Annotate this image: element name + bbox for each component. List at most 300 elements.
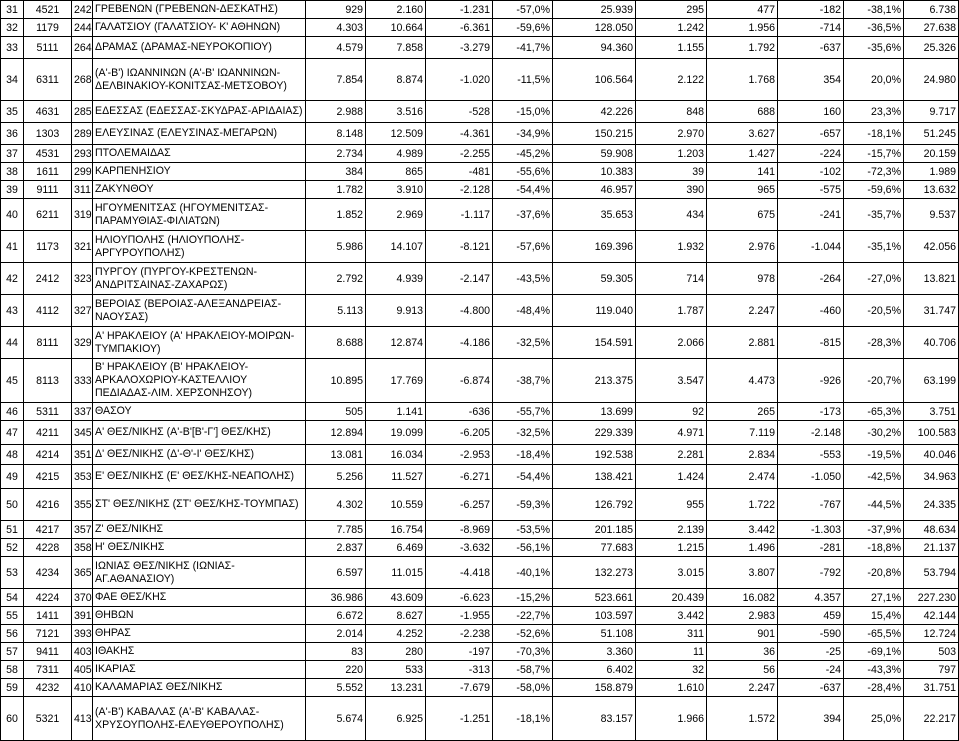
value-6-cell: 295 [636, 1, 707, 19]
value-6-cell: 848 [636, 101, 707, 123]
percent-change-cell: -32,5% [493, 327, 553, 359]
percent-change-cell: -15,2% [493, 589, 553, 607]
value-7-cell: 3.807 [707, 557, 778, 589]
region-code-cell: 242 [72, 1, 93, 19]
difference-cell: -2.238 [426, 625, 493, 643]
region-code-cell: 345 [72, 421, 93, 445]
value-7-cell: 1.768 [707, 59, 778, 101]
value-2-cell: 1.141 [366, 403, 426, 421]
table-row [1, 465, 959, 489]
value-2-cell: 2.969 [366, 199, 426, 231]
value-10-cell: 1.989 [904, 163, 959, 181]
table-row [1, 607, 959, 625]
region-code-cell: 391 [72, 607, 93, 625]
value-1-cell: 4.579 [306, 37, 366, 59]
region-code-cell: 353 [72, 465, 93, 489]
value-2-cell: 280 [366, 643, 426, 661]
value-8-cell: -590 [778, 625, 844, 643]
percent-change-cell: -59,6% [493, 19, 553, 37]
difference-cell: -6.271 [426, 465, 493, 489]
percent-change-2-cell: -18,8% [844, 539, 904, 557]
row-number: 46 [1, 403, 24, 421]
row-number: 32 [1, 19, 24, 37]
region-code-cell: 329 [72, 327, 93, 359]
value-5-cell: 154.591 [553, 327, 636, 359]
code-cell: 7121 [24, 625, 72, 643]
value-8-cell: -281 [778, 539, 844, 557]
percent-change-cell: -70,3% [493, 643, 553, 661]
value-7-cell: 675 [707, 199, 778, 231]
value-10-cell: 31.747 [904, 295, 959, 327]
value-6-cell: 1.155 [636, 37, 707, 59]
value-2-cell: 4.989 [366, 145, 426, 163]
code-cell: 5311 [24, 403, 72, 421]
value-7-cell: 901 [707, 625, 778, 643]
table-row [1, 1, 959, 19]
value-2-cell: 19.099 [366, 421, 426, 445]
difference-cell: -3.632 [426, 539, 493, 557]
row-number: 41 [1, 231, 24, 263]
code-cell: 4211 [24, 421, 72, 445]
value-1-cell: 8.148 [306, 123, 366, 145]
region-code-cell: 413 [72, 697, 93, 741]
value-5-cell: 158.879 [553, 679, 636, 697]
value-5-cell: 51.108 [553, 625, 636, 643]
code-cell: 1303 [24, 123, 72, 145]
value-2-cell: 2.160 [366, 1, 426, 19]
difference-cell: -636 [426, 403, 493, 421]
value-10-cell: 20.159 [904, 145, 959, 163]
row-number: 54 [1, 589, 24, 607]
percent-change-2-cell: -18,1% [844, 123, 904, 145]
value-7-cell: 1.572 [707, 697, 778, 741]
value-5-cell: 25.939 [553, 1, 636, 19]
difference-cell: -1.251 [426, 697, 493, 741]
office-name-cell: ΕΛΕΥΣΙΝΑΣ (ΕΛΕΥΣΙΝΑΣ-ΜΕΓΑΡΩΝ) [93, 123, 306, 145]
table-row [1, 679, 959, 697]
value-2-cell: 13.231 [366, 679, 426, 697]
value-7-cell: 688 [707, 101, 778, 123]
value-10-cell: 40.706 [904, 327, 959, 359]
code-cell: 4214 [24, 445, 72, 465]
table-row [1, 625, 959, 643]
value-6-cell: 1.203 [636, 145, 707, 163]
region-code-cell: 410 [72, 679, 93, 697]
percent-change-cell: -40,1% [493, 557, 553, 589]
percent-change-2-cell: 20,0% [844, 59, 904, 101]
value-10-cell: 13.632 [904, 181, 959, 199]
value-8-cell: -815 [778, 327, 844, 359]
difference-cell: -2.255 [426, 145, 493, 163]
value-2-cell: 6.925 [366, 697, 426, 741]
region-code-cell: 370 [72, 589, 93, 607]
value-1-cell: 6.597 [306, 557, 366, 589]
value-10-cell: 42.056 [904, 231, 959, 263]
percent-change-2-cell: -43,3% [844, 661, 904, 679]
region-code-cell: 264 [72, 37, 93, 59]
percent-change-cell: -18,1% [493, 697, 553, 741]
percent-change-cell: -15,0% [493, 101, 553, 123]
office-name-cell: Α' ΘΕΣ/ΝΙΚΗΣ (Α'-Β'[Β'-Γ'] ΘΕΣ/ΚΗΣ) [93, 421, 306, 445]
value-1-cell: 4.302 [306, 489, 366, 521]
value-7-cell: 978 [707, 263, 778, 295]
row-number: 44 [1, 327, 24, 359]
percent-change-2-cell: -65,5% [844, 625, 904, 643]
difference-cell: -6.874 [426, 359, 493, 403]
value-2-cell: 14.107 [366, 231, 426, 263]
value-7-cell: 1.792 [707, 37, 778, 59]
value-1-cell: 7.785 [306, 521, 366, 539]
percent-change-2-cell: -35,7% [844, 199, 904, 231]
code-cell: 4631 [24, 101, 72, 123]
value-10-cell: 40.046 [904, 445, 959, 465]
row-number: 39 [1, 181, 24, 199]
value-5-cell: 46.957 [553, 181, 636, 199]
row-number: 56 [1, 625, 24, 643]
percent-change-cell: -22,7% [493, 607, 553, 625]
code-cell: 4224 [24, 589, 72, 607]
value-2-cell: 43.609 [366, 589, 426, 607]
value-2-cell: 8.627 [366, 607, 426, 625]
value-5-cell: 83.157 [553, 697, 636, 741]
difference-cell: -528 [426, 101, 493, 123]
value-1-cell: 36.986 [306, 589, 366, 607]
row-number: 60 [1, 697, 24, 741]
row-number: 36 [1, 123, 24, 145]
code-cell: 1411 [24, 607, 72, 625]
value-8-cell: -24 [778, 661, 844, 679]
value-2-cell: 7.858 [366, 37, 426, 59]
office-name-cell: ΓΡΕΒΕΝΩΝ (ΓΡΕΒΕΝΩΝ-ΔΕΣΚΑΤΗΣ) [93, 1, 306, 19]
row-number: 51 [1, 521, 24, 539]
region-code-cell: 293 [72, 145, 93, 163]
value-10-cell: 21.137 [904, 539, 959, 557]
region-code-cell: 299 [72, 163, 93, 181]
table-row [1, 643, 959, 661]
difference-cell: -481 [426, 163, 493, 181]
value-8-cell: -182 [778, 1, 844, 19]
value-7-cell: 1.956 [707, 19, 778, 37]
value-7-cell: 2.976 [707, 231, 778, 263]
value-10-cell: 797 [904, 661, 959, 679]
table-row [1, 163, 959, 181]
region-code-cell: 321 [72, 231, 93, 263]
value-5-cell: 201.185 [553, 521, 636, 539]
table-row [1, 123, 959, 145]
percent-change-cell: -41,7% [493, 37, 553, 59]
difference-cell: -1.231 [426, 1, 493, 19]
percent-change-cell: -59,3% [493, 489, 553, 521]
value-8-cell: -926 [778, 359, 844, 403]
value-6-cell: 311 [636, 625, 707, 643]
percent-change-cell: -57,6% [493, 231, 553, 263]
value-7-cell: 2.834 [707, 445, 778, 465]
office-name-cell: ΗΓΟΥΜΕΝΙΤΣΑΣ (ΗΓΟΥΜΕΝΙΤΣΑΣ-ΠΑΡΑΜΥΘΙΑΣ-ΦΙΛΙΑΤΩΝ) [93, 199, 306, 231]
difference-cell: -6.205 [426, 421, 493, 445]
percent-change-2-cell: -35,1% [844, 231, 904, 263]
value-6-cell: 20.439 [636, 589, 707, 607]
row-number: 43 [1, 295, 24, 327]
value-5-cell: 59.908 [553, 145, 636, 163]
row-number: 48 [1, 445, 24, 465]
value-6-cell: 39 [636, 163, 707, 181]
office-name-cell: Η' ΘΕΣ/ΝΙΚΗΣ [93, 539, 306, 557]
value-7-cell: 477 [707, 1, 778, 19]
value-7-cell: 7.119 [707, 421, 778, 445]
value-1-cell: 220 [306, 661, 366, 679]
table-row [1, 589, 959, 607]
office-name-cell: (Α'-Β') ΙΩΑΝΝΙΝΩΝ (Α'-Β' ΙΩΑΝΝΙΝΩΝ-ΔΕΛΒΙΝΑΚΙΟΥ-ΚΟΝΙΤΣΑΣ-ΜΕΤΣΟΒΟΥ) [93, 59, 306, 101]
row-number: 55 [1, 607, 24, 625]
value-2-cell: 3.516 [366, 101, 426, 123]
office-name-cell: ΖΑΚΥΝΘΟΥ [93, 181, 306, 199]
value-6-cell: 2.970 [636, 123, 707, 145]
value-1-cell: 13.081 [306, 445, 366, 465]
value-8-cell: 394 [778, 697, 844, 741]
value-10-cell: 13.821 [904, 263, 959, 295]
value-2-cell: 9.913 [366, 295, 426, 327]
region-code-cell: 365 [72, 557, 93, 589]
value-5-cell: 59.305 [553, 263, 636, 295]
value-5-cell: 213.375 [553, 359, 636, 403]
office-name-cell: ΚΑΡΠΕΝΗΣΙΟΥ [93, 163, 306, 181]
percent-change-2-cell: -15,7% [844, 145, 904, 163]
percent-change-2-cell: 15,4% [844, 607, 904, 625]
percent-change-cell: -11,5% [493, 59, 553, 101]
percent-change-2-cell: -37,9% [844, 521, 904, 539]
value-7-cell: 2.474 [707, 465, 778, 489]
table-row [1, 539, 959, 557]
value-5-cell: 119.040 [553, 295, 636, 327]
office-name-cell: ΘΗΒΩΝ [93, 607, 306, 625]
difference-cell: -8.969 [426, 521, 493, 539]
office-name-cell: ΘΗΡΑΣ [93, 625, 306, 643]
value-1-cell: 5.256 [306, 465, 366, 489]
value-5-cell: 128.050 [553, 19, 636, 37]
value-2-cell: 10.559 [366, 489, 426, 521]
value-2-cell: 3.910 [366, 181, 426, 199]
value-7-cell: 265 [707, 403, 778, 421]
value-2-cell: 533 [366, 661, 426, 679]
value-8-cell: -553 [778, 445, 844, 465]
office-name-cell: ΙΩΝΙΑΣ ΘΕΣ/ΝΙΚΗΣ (ΙΩΝΙΑΣ-ΑΓ.ΑΘΑΝΑΣΙΟΥ) [93, 557, 306, 589]
value-1-cell: 2.014 [306, 625, 366, 643]
value-6-cell: 1.610 [636, 679, 707, 697]
value-10-cell: 22.217 [904, 697, 959, 741]
value-8-cell: -241 [778, 199, 844, 231]
percent-change-cell: -45,2% [493, 145, 553, 163]
value-5-cell: 126.792 [553, 489, 636, 521]
region-code-cell: 357 [72, 521, 93, 539]
value-8-cell: -714 [778, 19, 844, 37]
region-code-cell: 403 [72, 643, 93, 661]
row-number: 57 [1, 643, 24, 661]
value-2-cell: 6.469 [366, 539, 426, 557]
table-row [1, 37, 959, 59]
value-8-cell: -575 [778, 181, 844, 199]
region-code-cell: 355 [72, 489, 93, 521]
row-number: 33 [1, 37, 24, 59]
office-name-cell: ΠΥΡΓΟΥ (ΠΥΡΓΟΥ-ΚΡΕΣΤΕΝΩΝ-ΑΝΔΡΙΤΣΑΙΝΑΣ-ΖΑΧΑΡΩΣ) [93, 263, 306, 295]
row-number: 52 [1, 539, 24, 557]
value-1-cell: 2.988 [306, 101, 366, 123]
percent-change-cell: -55,6% [493, 163, 553, 181]
region-code-cell: 319 [72, 199, 93, 231]
percent-change-2-cell: -69,1% [844, 643, 904, 661]
value-7-cell: 36 [707, 643, 778, 661]
percent-change-cell: -34,9% [493, 123, 553, 145]
office-name-cell: Ε' ΘΕΣ/ΝΙΚΗΣ (Ε' ΘΕΣ/ΚΗΣ-ΝΕΑΠΟΛΗΣ) [93, 465, 306, 489]
office-name-cell: ΠΤΟΛΕΜΑΙΔΑΣ [93, 145, 306, 163]
value-2-cell: 4.252 [366, 625, 426, 643]
value-7-cell: 1.496 [707, 539, 778, 557]
percent-change-2-cell: -27,0% [844, 263, 904, 295]
difference-cell: -7.679 [426, 679, 493, 697]
code-cell: 6211 [24, 199, 72, 231]
value-8-cell: -173 [778, 403, 844, 421]
code-cell: 8113 [24, 359, 72, 403]
value-7-cell: 4.473 [707, 359, 778, 403]
percent-change-2-cell: -20,8% [844, 557, 904, 589]
value-5-cell: 10.383 [553, 163, 636, 181]
value-6-cell: 2.139 [636, 521, 707, 539]
percent-change-2-cell: -72,3% [844, 163, 904, 181]
difference-cell: -313 [426, 661, 493, 679]
table-row [1, 421, 959, 445]
code-cell: 4112 [24, 295, 72, 327]
value-2-cell: 8.874 [366, 59, 426, 101]
difference-cell: -3.279 [426, 37, 493, 59]
region-code-cell: 405 [72, 661, 93, 679]
row-number: 35 [1, 101, 24, 123]
value-7-cell: 1.722 [707, 489, 778, 521]
region-code-cell: 327 [72, 295, 93, 327]
value-8-cell: -264 [778, 263, 844, 295]
value-8-cell: -1.303 [778, 521, 844, 539]
value-10-cell: 48.634 [904, 521, 959, 539]
value-5-cell: 229.339 [553, 421, 636, 445]
table-row [1, 199, 959, 231]
value-8-cell: -767 [778, 489, 844, 521]
value-6-cell: 3.547 [636, 359, 707, 403]
table-row [1, 697, 959, 741]
value-6-cell: 3.015 [636, 557, 707, 589]
table-row [1, 521, 959, 539]
office-name-cell: ΘΑΣΟΥ [93, 403, 306, 421]
row-number: 47 [1, 421, 24, 445]
value-6-cell: 11 [636, 643, 707, 661]
value-1-cell: 2.792 [306, 263, 366, 295]
value-7-cell: 141 [707, 163, 778, 181]
office-name-cell: Β' ΗΡΑΚΛΕΙΟΥ (Β' ΗΡΑΚΛΕΙΟΥ-ΑΡΚΑΛΟΧΩΡΙΟΥ-ΚΑΣΤΕΛΛΙΟΥ ΠΕΔΙΑΔΑΣ-ΛΙΜ. ΧΕΡΣΟΝΗΣΟΥ) [93, 359, 306, 403]
percent-change-cell: -54,4% [493, 465, 553, 489]
region-code-cell: 244 [72, 19, 93, 37]
region-code-cell: 337 [72, 403, 93, 421]
difference-cell: -1.955 [426, 607, 493, 625]
percent-change-2-cell: -28,4% [844, 679, 904, 697]
percent-change-2-cell: 27,1% [844, 589, 904, 607]
value-8-cell: -25 [778, 643, 844, 661]
value-5-cell: 6.402 [553, 661, 636, 679]
code-cell: 4216 [24, 489, 72, 521]
value-5-cell: 35.653 [553, 199, 636, 231]
percent-change-cell: -56,1% [493, 539, 553, 557]
value-8-cell: -637 [778, 37, 844, 59]
value-1-cell: 1.852 [306, 199, 366, 231]
percent-change-2-cell: 23,3% [844, 101, 904, 123]
row-number: 31 [1, 1, 24, 19]
value-2-cell: 12.509 [366, 123, 426, 145]
office-name-cell: ΙΚΑΡΙΑΣ [93, 661, 306, 679]
office-name-cell: ΚΑΛΑΜΑΡΙΑΣ ΘΕΣ/ΝΙΚΗΣ [93, 679, 306, 697]
value-5-cell: 42.226 [553, 101, 636, 123]
percent-change-cell: -48,4% [493, 295, 553, 327]
value-2-cell: 11.015 [366, 557, 426, 589]
percent-change-2-cell: -44,5% [844, 489, 904, 521]
value-6-cell: 4.971 [636, 421, 707, 445]
percent-change-2-cell: -28,3% [844, 327, 904, 359]
difference-cell: -4.800 [426, 295, 493, 327]
code-cell: 1611 [24, 163, 72, 181]
percent-change-cell: -54,4% [493, 181, 553, 199]
value-10-cell: 3.751 [904, 403, 959, 421]
code-cell: 4521 [24, 1, 72, 19]
value-10-cell: 100.583 [904, 421, 959, 445]
value-1-cell: 5.113 [306, 295, 366, 327]
value-5-cell: 132.273 [553, 557, 636, 589]
percent-change-cell: -32,5% [493, 421, 553, 445]
value-10-cell: 63.199 [904, 359, 959, 403]
percent-change-cell: -55,7% [493, 403, 553, 421]
value-8-cell: 160 [778, 101, 844, 123]
value-10-cell: 42.144 [904, 607, 959, 625]
percent-change-cell: -38,7% [493, 359, 553, 403]
value-6-cell: 434 [636, 199, 707, 231]
difference-cell: -4.361 [426, 123, 493, 145]
percent-change-2-cell: -20,7% [844, 359, 904, 403]
code-cell: 4234 [24, 557, 72, 589]
value-1-cell: 1.782 [306, 181, 366, 199]
difference-cell: -8.121 [426, 231, 493, 263]
value-6-cell: 390 [636, 181, 707, 199]
table-row [1, 59, 959, 101]
value-10-cell: 53.794 [904, 557, 959, 589]
value-10-cell: 9.717 [904, 101, 959, 123]
code-cell: 4217 [24, 521, 72, 539]
value-1-cell: 5.552 [306, 679, 366, 697]
value-7-cell: 1.427 [707, 145, 778, 163]
value-7-cell: 965 [707, 181, 778, 199]
code-cell: 9111 [24, 181, 72, 199]
percent-change-cell: -57,0% [493, 1, 553, 19]
value-7-cell: 3.442 [707, 521, 778, 539]
value-10-cell: 503 [904, 643, 959, 661]
table-row [1, 489, 959, 521]
difference-cell: -6.361 [426, 19, 493, 37]
value-5-cell: 94.360 [553, 37, 636, 59]
table-body [1, 1, 959, 741]
percent-change-cell: -52,6% [493, 625, 553, 643]
code-cell: 1173 [24, 231, 72, 263]
value-5-cell: 77.683 [553, 539, 636, 557]
difference-cell: -6.623 [426, 589, 493, 607]
value-8-cell: -102 [778, 163, 844, 181]
office-name-cell: Ζ' ΘΕΣ/ΝΙΚΗΣ [93, 521, 306, 539]
percent-change-2-cell: -36,5% [844, 19, 904, 37]
value-1-cell: 5.986 [306, 231, 366, 263]
office-name-cell: ΔΡΑΜΑΣ (ΔΡΑΜΑΣ-ΝΕΥΡΟΚΟΠΙΟΥ) [93, 37, 306, 59]
office-name-cell: ΙΘΑΚΗΣ [93, 643, 306, 661]
